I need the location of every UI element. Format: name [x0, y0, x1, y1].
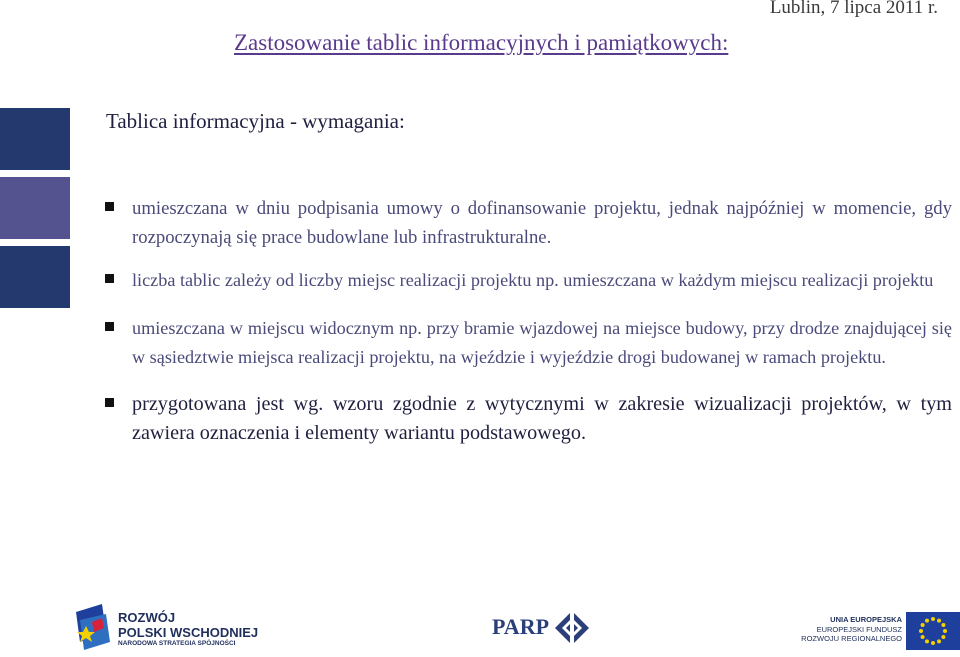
- bullet-square-icon: [105, 202, 114, 211]
- date-label: Lublin, 7 lipca 2011 r.: [769, 0, 938, 18]
- list-item-text: liczba tablic zależy od liczby miejsc realizacji projektu np. umieszczana w każdym miejscu realizacji projektu: [132, 270, 934, 290]
- parp-emblem-icon: [554, 610, 590, 646]
- eu-logo-line: EUROPEJSKI FUNDUSZ: [816, 624, 902, 634]
- list-item-text: umieszczana w miejscu widocznym np. przy bramie wjazdowej na miejsce budowy, przy drodze znajdującej się w sąsiedztwie miejsca realizacji projektu, na wjeździe i wyjeździe drogi budowanej w ramach projektu.: [132, 318, 952, 367]
- sidebar-decoration-block: [0, 246, 70, 308]
- eu-flag-icon: [906, 612, 960, 650]
- page-title: Zastosowanie tablic informacyjnych i pamiątkowych:: [234, 30, 729, 55]
- section-subtitle: Tablica informacyjna - wymagania:: [106, 109, 405, 133]
- bullet-square-icon: [105, 322, 114, 331]
- sidebar-decoration-block: [0, 108, 70, 170]
- bullet-square-icon: [105, 274, 114, 283]
- rozwoj-polski-wschodniej-logo: [72, 602, 272, 654]
- bullet-square-icon: [105, 398, 114, 407]
- list-item: [105, 266, 952, 295]
- list-item-text: umieszczana w dniu podpisania umowy o dofinansowanie projektu, jednak najpóźniej w momencie, gdy rozpoczynają się prace budowlane lub infrastrukturalne.: [132, 198, 952, 248]
- parp-logo-text: PARP: [492, 614, 550, 639]
- parp-logo: [492, 610, 592, 646]
- eu-logo: [801, 612, 960, 652]
- list-item: [105, 194, 952, 252]
- logo-left-line: POLSKI WSCHODNIEJ: [118, 625, 259, 640]
- requirements-list: [105, 194, 952, 448]
- sidebar-decoration-block: [0, 177, 70, 239]
- eu-logo-line: UNIA EUROPEJSKA: [830, 615, 902, 624]
- list-item: [105, 314, 952, 372]
- eu-logo-line: ROZWOJU REGIONALNEGO: [801, 634, 902, 643]
- list-item: [105, 390, 952, 448]
- rpw-star-icon: [72, 602, 114, 652]
- list-item-text: przygotowana jest wg. wzoru zgodnie z wytycznymi w zakresie wizualizacji projektów, w tym zawiera oznaczenia i elementy wariantu podstawowego.: [132, 393, 952, 444]
- logo-left-line: ROZWÓJ: [118, 610, 176, 625]
- logo-left-caption: NARODOWA STRATEGIA SPÓJNOŚCI: [118, 640, 236, 647]
